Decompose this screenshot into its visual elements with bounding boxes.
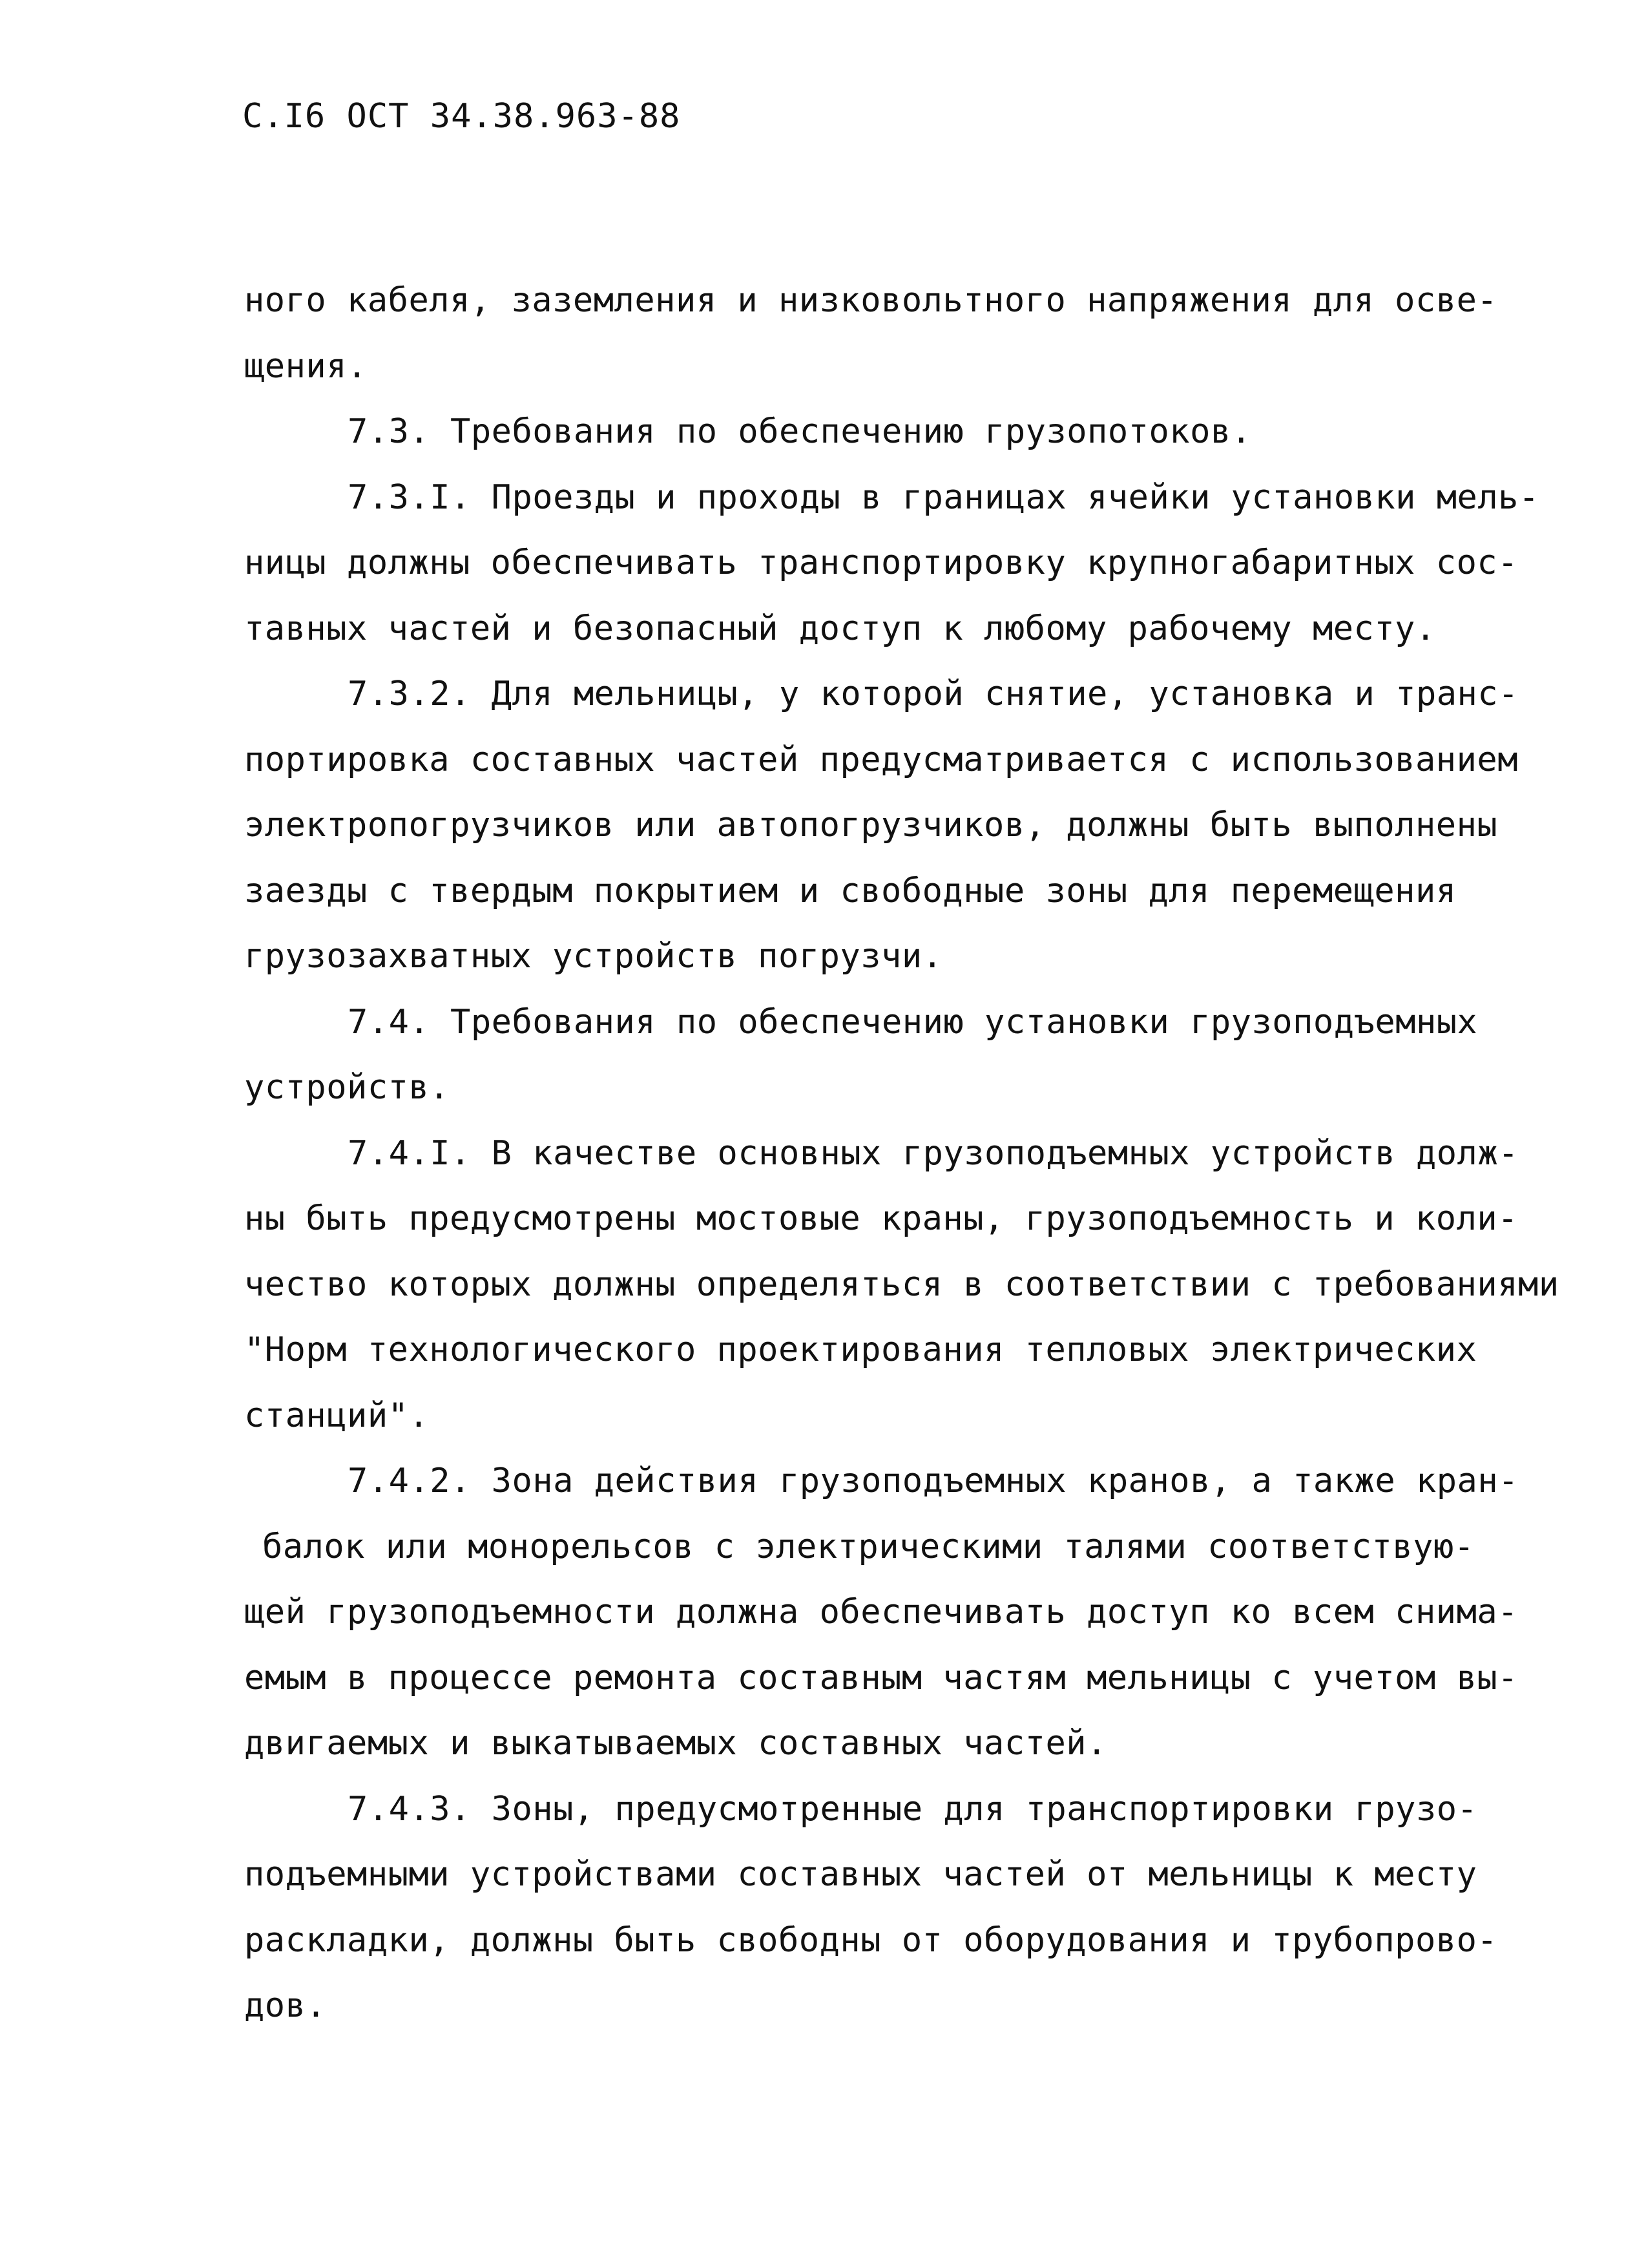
page-header: С.I6 ОСТ 34.38.963-88 bbox=[242, 97, 681, 136]
text-line: двигаемых и выкатываемых составных частей. bbox=[244, 1724, 1107, 1763]
text-line: "Норм технологического проектирования тепловых электрических bbox=[244, 1330, 1477, 1369]
paragraph-7-4-1-start: 7.4.I. В качестве основных грузоподъемных устройств долж- bbox=[348, 1133, 1519, 1173]
text-line: раскладки, должны быть свободны от оборудования и трубопрово- bbox=[244, 1920, 1498, 1960]
paragraph-7-4-3-start: 7.4.3. Зоны, предусмотренные для транспортировки грузо- bbox=[348, 1789, 1478, 1829]
text-line: станций". bbox=[244, 1396, 430, 1435]
text-line: устройств. bbox=[244, 1068, 450, 1107]
paragraph-7-3-1-start: 7.3.I. Проезды и проходы в границах ячейки установки мель- bbox=[348, 478, 1539, 517]
text-line: балок или монорельсов с электрическими талями соответствую- bbox=[262, 1527, 1475, 1566]
text-line: ницы должны обеспечивать транспортировку крупногабаритных сос- bbox=[244, 543, 1519, 582]
paragraph-7-3-2-start: 7.3.2. Для мельницы, у которой снятие, установка и транс- bbox=[348, 675, 1519, 713]
text-line: чество которых должны определяться в соответствии с требованиями bbox=[244, 1265, 1559, 1304]
text-line: дов. bbox=[244, 1986, 327, 2025]
document-body bbox=[244, 268, 1559, 2039]
section-heading-7-3: 7.3. Требования по обеспечению грузопотоков. bbox=[348, 412, 1252, 451]
text-line: заезды с твердым покрытием и свободные зоны для перемещения bbox=[244, 871, 1457, 910]
text-line: подъемными устройствами составных частей от мельницы к месту bbox=[244, 1855, 1477, 1894]
text-line: электропогрузчиков или автопогрузчиков, должны быть выполнены bbox=[244, 806, 1498, 845]
text-line: емым в процессе ремонта составным частям мельницы с учетом вы- bbox=[244, 1658, 1519, 1697]
text-line: тавных частей и безопасный доступ к любому рабочему месту. bbox=[244, 609, 1436, 648]
text-line: портировка составных частей предусматривается с использованием bbox=[244, 740, 1519, 779]
text-line: ного кабеля, заземления и низковольтного напряжения для осве- bbox=[244, 281, 1498, 320]
text-line: ны быть предусмотрены мостовые краны, грузоподъемность и коли- bbox=[244, 1199, 1519, 1238]
text-line: щей грузоподъемности должна обеспечивать доступ ко всем снима- bbox=[244, 1593, 1519, 1632]
paragraph-7-4-2-start: 7.4.2. Зона действия грузоподъемных кранов, а также кран- bbox=[348, 1462, 1519, 1500]
text-line: грузозахватных устройств погрузчи. bbox=[244, 937, 943, 976]
section-heading-7-4: 7.4. Требования по обеспечению установки грузоподъемных bbox=[348, 1002, 1478, 1042]
text-line: щения. bbox=[244, 346, 368, 386]
